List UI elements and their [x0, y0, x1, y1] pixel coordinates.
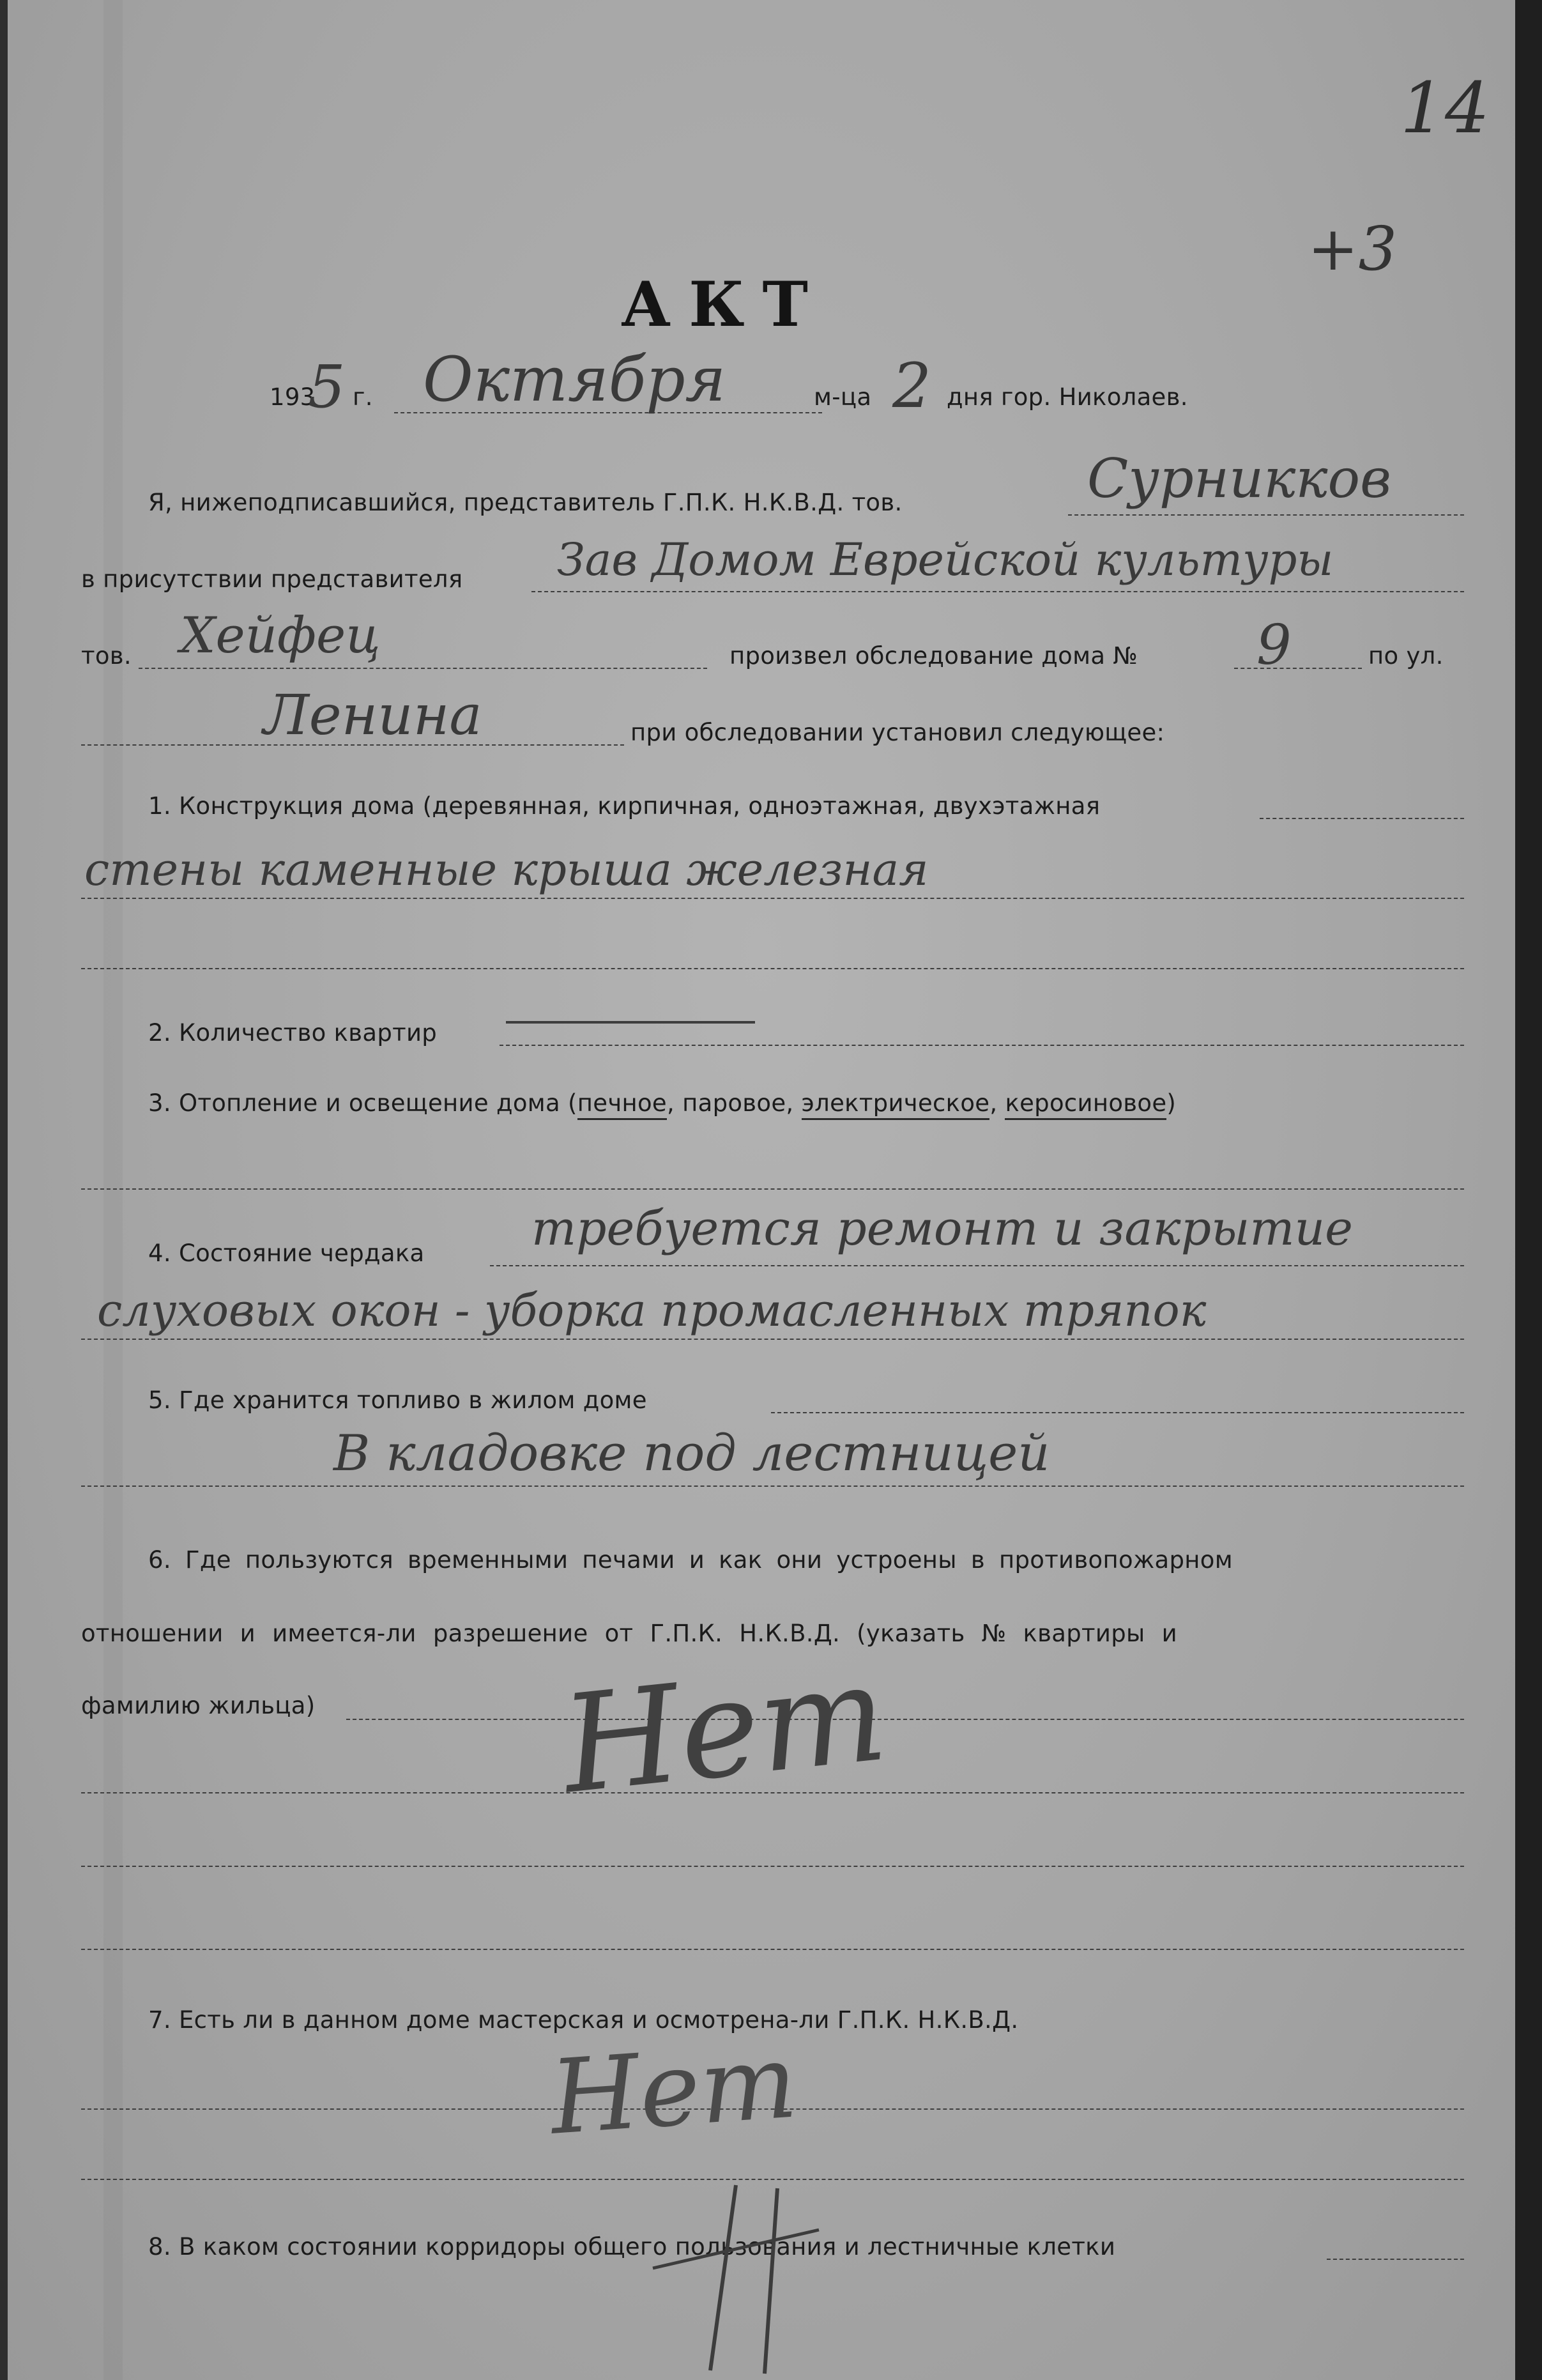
q6-answer-handwritten: Нет	[555, 1634, 894, 1824]
q1-answer-handwritten: стены каменные крыша железная	[84, 843, 929, 896]
intro-line-1: Я, нижеподписавшийся, представитель Г.П.К. Н.К.В.Д. тов.	[148, 489, 903, 516]
q7-answer-handwritten: Нет	[546, 2021, 801, 2158]
q2-dash-handwritten	[506, 1021, 755, 1024]
street-label: по ул.	[1368, 642, 1444, 670]
house-number-handwritten: 9	[1256, 613, 1292, 677]
q3-option-steam: , паровое,	[667, 1089, 802, 1117]
document-title: АКТ	[621, 268, 826, 341]
question-7: 7. Есть ли в данном доме мастерская и осмотрена-ли Г.П.К. Н.К.В.Д.	[148, 2006, 1019, 2034]
inspector-line	[1068, 514, 1464, 516]
q3-sep: ,	[989, 1089, 1005, 1117]
q5-line-a	[771, 1412, 1464, 1413]
scan-edge	[1515, 0, 1542, 2380]
question-2: 2. Количество квартир	[148, 1019, 438, 1047]
q1-line-c	[81, 968, 1464, 969]
question-6-line-3: фамилию жильца)	[81, 1692, 316, 1719]
rep-name-handwritten: Хейфец	[180, 607, 381, 664]
q1-line-b	[81, 898, 1464, 899]
page-fold-shadow	[103, 0, 123, 2380]
q5-answer-handwritten: В кладовке под лестницей	[333, 1425, 1050, 1482]
q4-answer-handwritten-1: требуется ремонт и закрытие	[531, 1201, 1353, 1256]
month-label: м-ца	[814, 383, 872, 411]
q6-line-a	[346, 1719, 1464, 1720]
question-1: 1. Конструкция дома (деревянная, кирпичная, одноэтажная, двухэтажная	[148, 792, 1101, 820]
q8-line	[1327, 2259, 1464, 2260]
q4-line-b	[81, 1339, 1464, 1340]
house-number-line	[1234, 668, 1362, 669]
intro-line-4: при обследовании установил следующее:	[630, 719, 1165, 746]
q2-line	[500, 1045, 1464, 1046]
representative-handwritten: Зав Домом Еврейской культуры	[557, 534, 1334, 586]
rep-name-line	[139, 668, 707, 669]
year-suffix: г.	[353, 383, 373, 411]
month-handwritten: Октября	[423, 344, 726, 415]
question-6-line-2: отношении и имеется-ли разрешение от Г.П.К. Н.К.В.Д. (указать № квартиры и	[81, 1620, 1177, 1647]
intro-line-2: в присутствии представителя	[81, 565, 463, 593]
q4-line-a	[490, 1265, 1464, 1266]
q4-answer-handwritten-2: слуховых окон - уборка промасленных тряпок	[97, 1284, 1207, 1337]
q1-line-a	[1260, 818, 1464, 819]
year-prefix: 193	[270, 383, 316, 411]
q3-option-stove: печное	[577, 1089, 667, 1120]
inspector-handwritten: Сурникков	[1087, 447, 1391, 510]
q5-line-b	[81, 1486, 1464, 1487]
question-6-line-1: 6. Где пользуются временными печами и как они устроены в противопожарном	[148, 1546, 1233, 1574]
document-page	[8, 0, 1515, 2380]
q8-handwritten-mark	[640, 2179, 832, 2380]
tov-label: тов.	[81, 642, 132, 670]
q6-line-c	[81, 1866, 1464, 1867]
q3-close: )	[1166, 1089, 1177, 1117]
q3-option-kerosene: керосиновое	[1005, 1089, 1166, 1120]
q6-line-d	[81, 1949, 1464, 1950]
question-5: 5. Где хранится топливо в жилом доме	[148, 1386, 647, 1414]
q3-line	[81, 1188, 1464, 1190]
sheet-number: 14	[1400, 67, 1490, 149]
street-handwritten: Ленина	[263, 684, 482, 748]
archive-mark: +3	[1308, 214, 1398, 284]
question-3	[148, 1089, 1176, 1117]
question-8: 8. В каком состоянии корридоры общего пользования и лестничные клетки	[148, 2233, 1116, 2261]
question-4: 4. Состояние чердака	[148, 1240, 425, 1267]
year-handwritten: 5	[308, 353, 346, 421]
intro-line-3: произвел обследование дома №	[729, 642, 1138, 670]
q3-text: 3. Отопление и освещение дома (	[148, 1089, 577, 1117]
city-label: дня гор. Николаев.	[947, 383, 1188, 411]
representative-line	[531, 591, 1464, 592]
day-handwritten: 2	[892, 350, 932, 422]
q3-option-electric: электрическое	[802, 1089, 990, 1120]
